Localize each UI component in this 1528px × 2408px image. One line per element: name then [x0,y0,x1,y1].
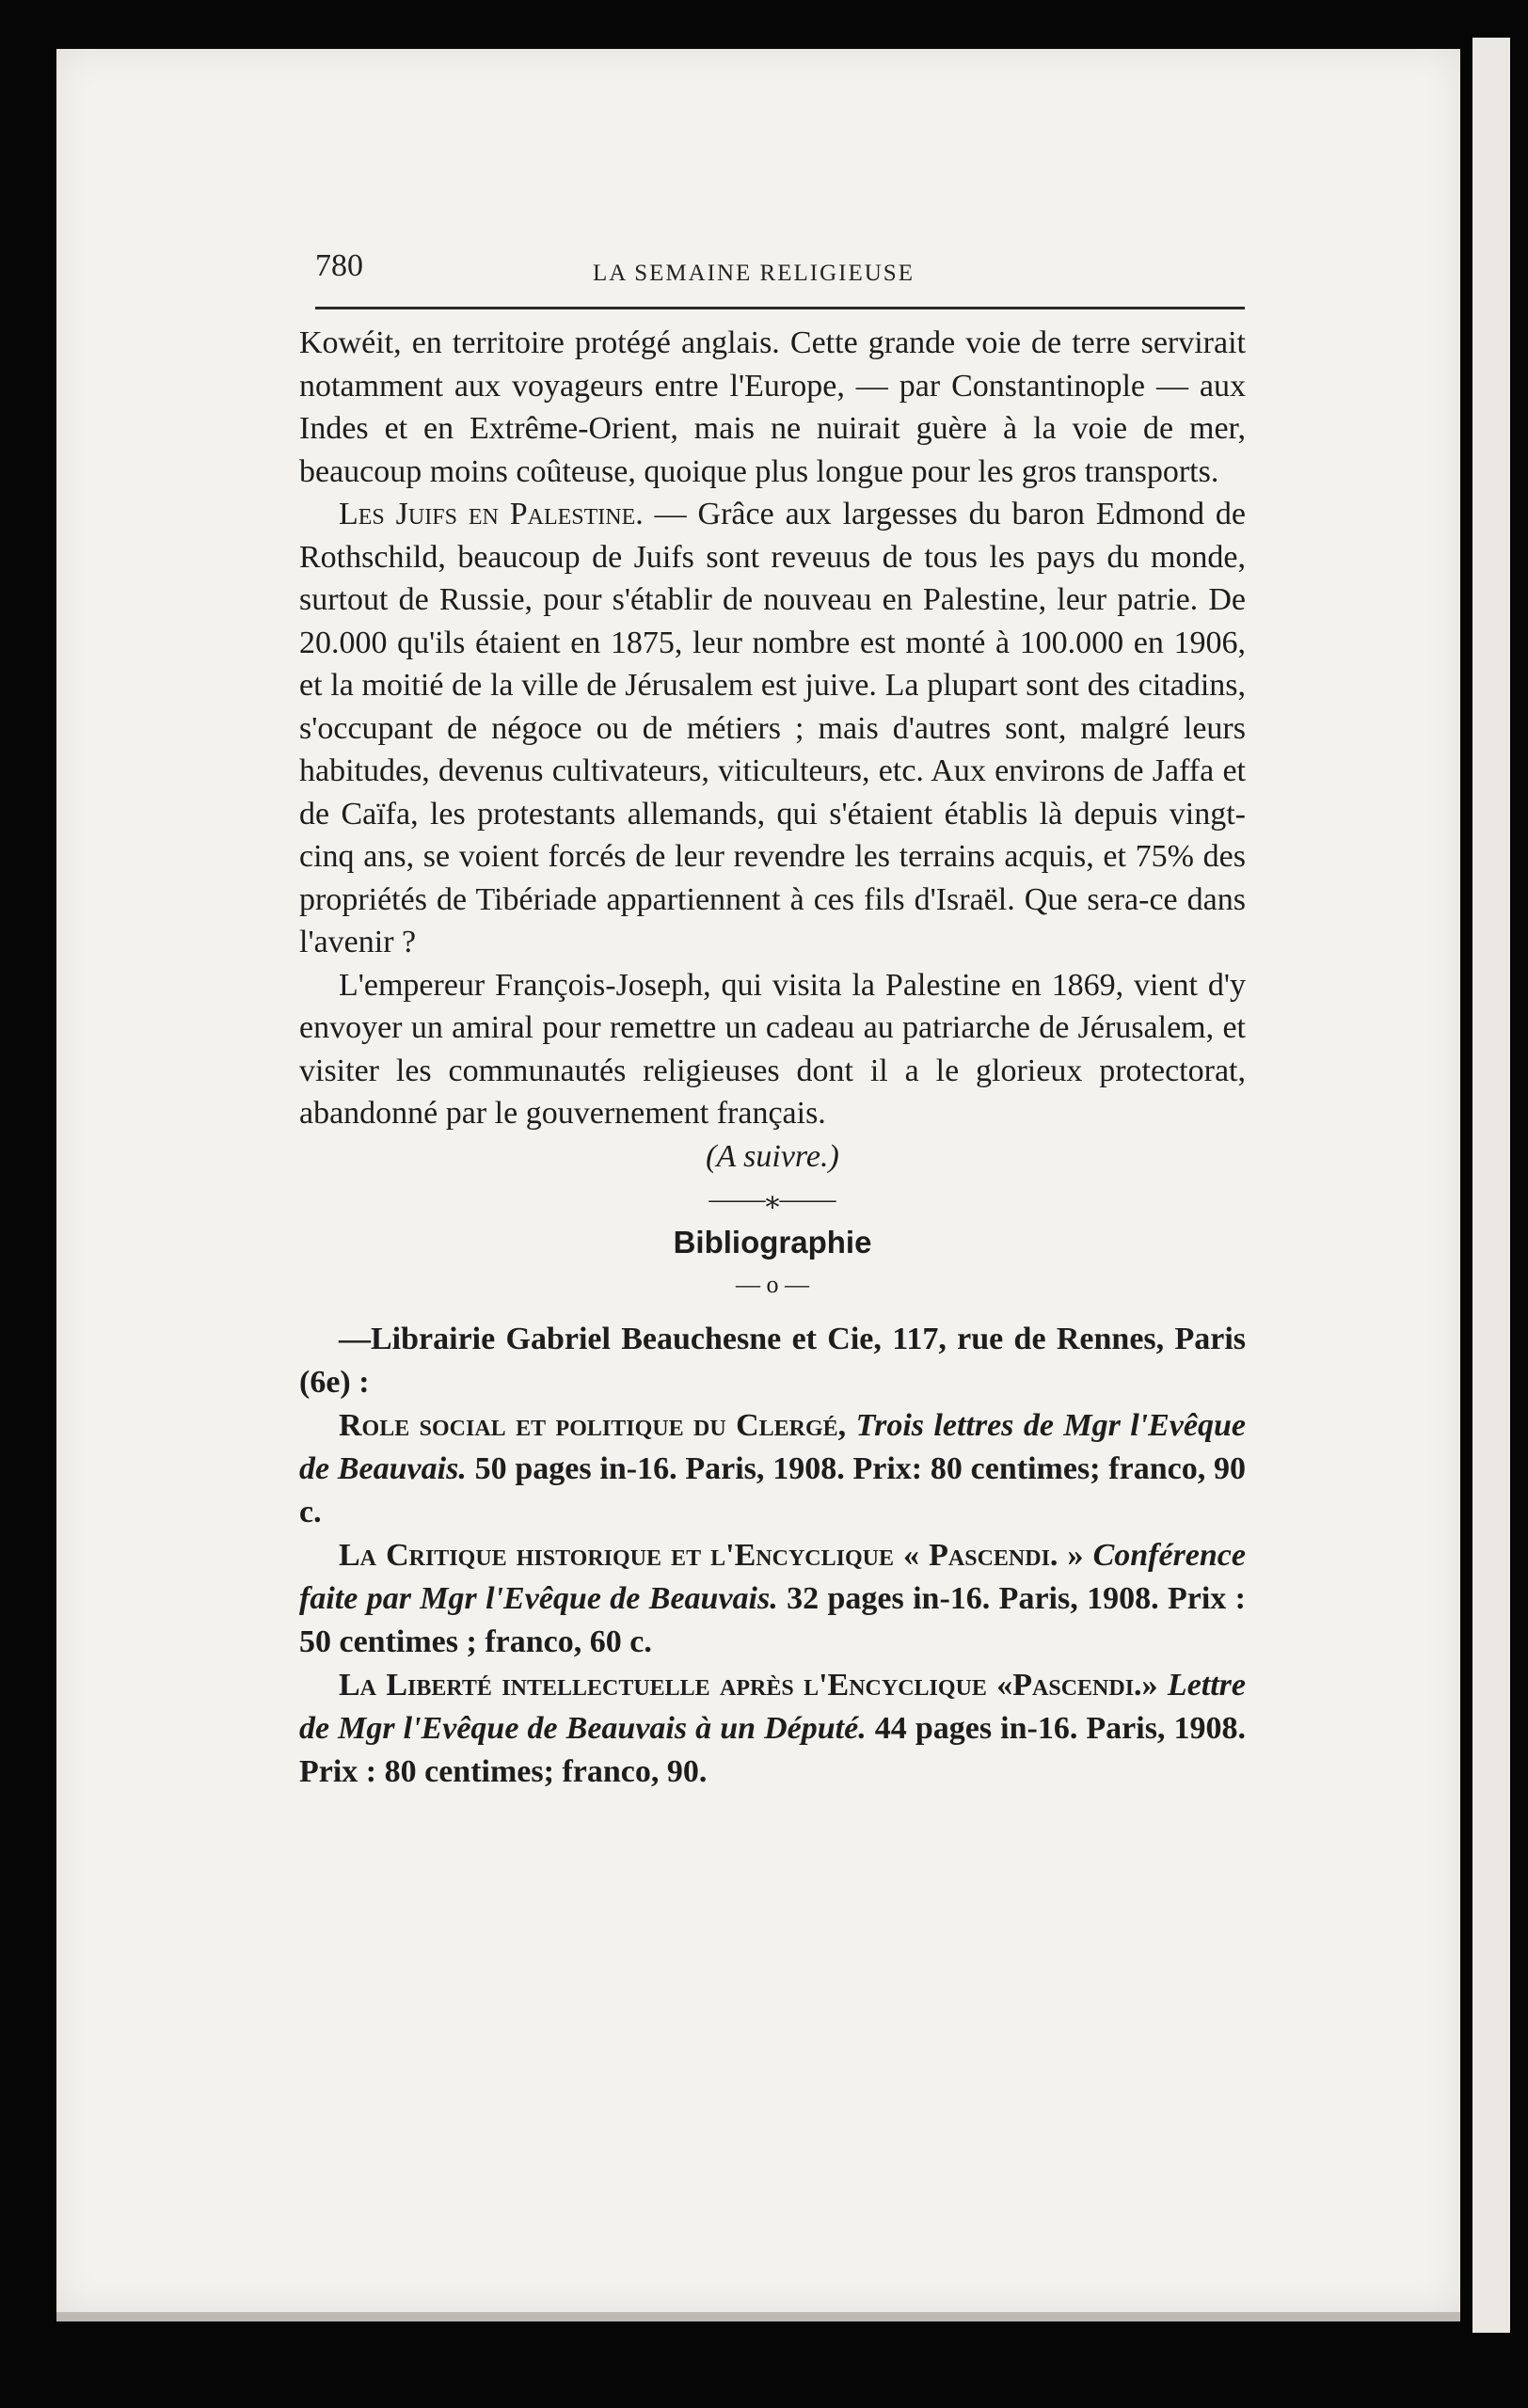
item-title: Role social et politique du Clergé, [339,1407,847,1443]
item-subtitle: Conférence faite par Mgr l'Evêque de Beauvais. [299,1537,1246,1616]
facing-page-edge [1472,38,1510,2333]
paragraph-koweit: Kowéit, en territoire protégé anglais. Cette grande voie de terre servirait notamment aux voyageurs entre l'Europe, — par Constantinople — aux Indes et en Extrême-Orient, mais ne nuirait guère à la voie de mer, beaucoup moins coûteuse, quoique plus longue pour les gros transports. [299,325,1246,489]
bibliography-item [299,1404,1246,1534]
running-title: LA SEMAINE RELIGIEUSE [593,261,915,286]
a-suivre: (A suivre.) [706,1138,839,1174]
publisher-line: —Librairie Gabriel Beauchesne et Cie, 117, rue de Rennes, Paris (6e) : [299,1321,1246,1400]
page-header [315,246,1245,303]
header-rule [315,307,1245,309]
item-details: 32 pages in-16. Paris, 1908. Prix : 50 centimes ; franco, 60 c. [299,1580,1246,1659]
bibliography-item [299,1664,1246,1794]
paragraph-juifs-text: — Grâce aux largesses du baron Edmond de Rothschild, beaucoup de Juifs sont reveuus de tous les pays du monde, surtout de Russie, pour s'établir de nouveau en Palestine, leur patrie. De 20.000 qu'ils étaient en 1875, leur nombre est monté à 100.000 en 1906, et la moitié de la ville de Jérusalem est juive. La plupart sont des citadins, s'occupant de négoce ou de métiers ; mais d'autres sont, malgré leurs habitudes, devenus cultivateurs, viticulteurs, etc. Aux environs de Jaffa et de Caïfa, les protestants allemands, qui s'étaient établis là depuis vingt-cinq ans, se voient forcés de leur revendre les terrains acquis, et 75% des propriétés de Tibériade appartiennent à ces fils d'Israël. Que sera-ce dans l'avenir ? [299,497,1246,959]
item-subtitle: Lettre de Mgr l'Evêque de Beauvais à un Député. [299,1667,1246,1746]
item-details: 44 pages in-16. Paris, 1908. Prix : 80 centimes; franco, 90. [299,1710,1246,1789]
small-ornament: — o — [736,1271,809,1298]
paragraph-empereur: L'empereur François-Joseph, qui visita la Palestine en 1869, vient d'y envoyer un amiral pour remettre un cadeau au patriarche de Jérusalem, et visiter les communautés religieuses dont il a le glorieux protectorat, abandonné par le gouvernement français. [299,967,1246,1131]
bibliography-item [299,1534,1246,1664]
paragraph-juifs [299,493,1246,964]
item-title: La Critique historique et l'Encyclique « Pascendi. » [339,1537,1084,1573]
page-number: 780 [315,248,363,283]
item-title: La Liberté intellectuelle après l'Encyclique «Pascendi.» [339,1667,1158,1703]
section-heading-juifs: Les Juifs en Palestine. [339,497,644,531]
item-details: 50 pages in-16. Paris, 1908. Prix: 80 centimes; franco, 90 c. [299,1450,1246,1529]
page-content [299,322,1246,1794]
item-subtitle: Trois lettres de Mgr l'Evêque de Beauvais. [299,1407,1246,1486]
bibliography-title: Bibliographie [673,1224,872,1259]
section-ornament: ——⁎—— [708,1183,836,1214]
page-bottom-edge [56,2312,1460,2321]
bibliography-section [299,1318,1246,1794]
